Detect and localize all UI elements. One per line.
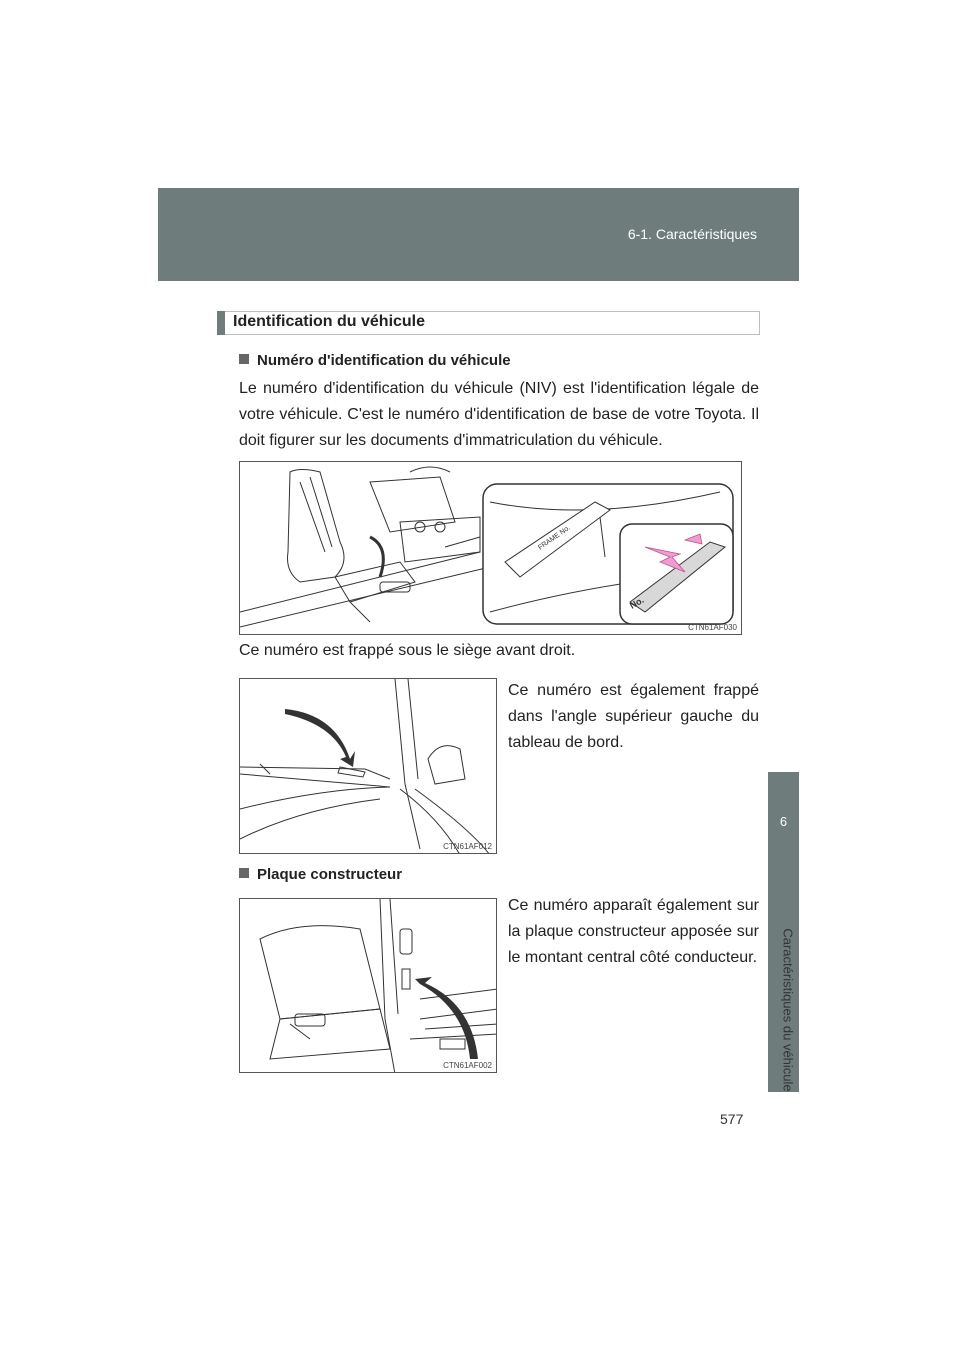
square-bullet-icon	[239, 354, 249, 364]
no-label: No.	[628, 594, 646, 611]
plate-heading	[239, 866, 402, 883]
chapter-label-text: Caractéristiques du véhicule	[780, 928, 796, 1092]
figure-dashboard-vin	[239, 678, 497, 854]
header-band	[158, 188, 799, 281]
caption-seat: Ce numéro est frappé sous le siège avant droit.	[239, 642, 576, 659]
plate-heading-text: Plaque constructeur	[257, 866, 403, 883]
dashboard-illustration	[240, 679, 497, 854]
figure1-code: CTN61AF030	[688, 623, 737, 632]
figure-seat-vin	[239, 461, 742, 635]
pillar-illustration	[240, 899, 497, 1073]
figure3-code: CTN61AF002	[443, 1061, 492, 1070]
section-title-box	[217, 311, 760, 335]
figure2-code: CTN61AF012	[443, 842, 492, 851]
caption-dashboard: Ce numéro est également frappé dans l'angle supérieur gauche du tableau de bord.	[508, 682, 759, 751]
chapter-number: 6	[779, 814, 788, 829]
page-number: 577	[720, 1111, 744, 1127]
seat-illustration	[240, 462, 742, 635]
vin-heading	[239, 352, 511, 369]
square-bullet-icon	[239, 868, 249, 878]
section-title: Identification du véhicule	[233, 313, 426, 330]
figure-pillar-plate	[239, 898, 497, 1073]
chapter-label	[778, 928, 798, 1092]
section-title-bar	[217, 311, 225, 335]
frame-no-label: FRAME No.	[537, 524, 572, 552]
vin-heading-text: Numéro d'identification du véhicule	[257, 352, 511, 369]
vin-paragraph: Le numéro d'identification du véhicule (NIV) est l'identification légale de votre véhicule. C'est le numéro d'identification de base de votre Toyota. Il doit figurer sur les documents d'immatriculation du véhicule.	[239, 380, 759, 449]
header-subsection: 6-1. Caractéristiques	[627, 226, 757, 242]
caption-plate: Ce numéro apparaît également sur la plaque constructeur apposée sur le montant central côté conducteur.	[508, 897, 759, 966]
